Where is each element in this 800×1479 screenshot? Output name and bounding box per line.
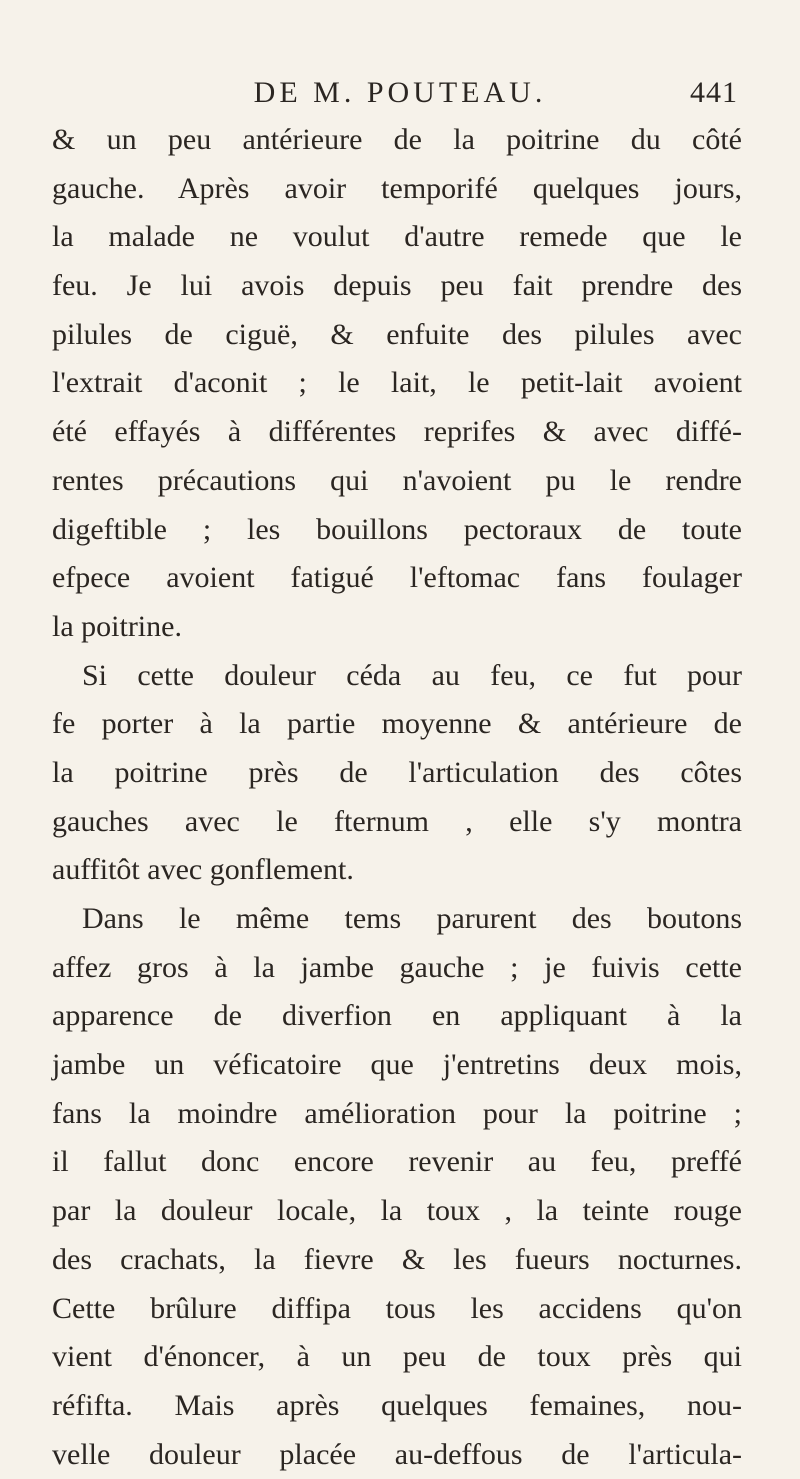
text-line: efpece avoient fatigué l'eftomac fans foulager [52, 561, 742, 595]
text-line: il fallut donc encore revenir au feu, preffé [52, 1145, 742, 1179]
text-line: la poitrine près de l'articulation des côtes [52, 755, 742, 789]
text-line: Si cette douleur céda au feu, ce fut pour [82, 658, 742, 692]
text-line: Dans le même tems parurent des boutons [82, 902, 742, 935]
text-line: gauche. Après avoir temporifé quelques jours, [52, 171, 742, 205]
text-line: vient d'énoncer, à un peu de toux près qui [52, 1340, 742, 1374]
text-line: été effayés à différentes reprifes & avec diffé- [52, 415, 742, 449]
text-line: gauches avec le fternum , elle s'y montra [52, 804, 742, 838]
text-line: réfifta. Mais après quelques femaines, nou- [52, 1388, 742, 1422]
text-line: la poitrine. [52, 609, 182, 643]
text-line: rentes précautions qui n'avoient pu le rendre [52, 463, 742, 497]
body-text [52, 116, 742, 1479]
text-line: par la douleur locale, la toux , la teinte rouge [52, 1194, 742, 1228]
text-line: des crachats, la fievre & les fueurs nocturnes. [52, 1242, 742, 1276]
text-line: fe porter à la partie moyenne & antérieure de [52, 707, 742, 741]
page-number: 441 [690, 76, 738, 109]
text-line: auffitôt avec gonflement. [52, 853, 354, 887]
text-line: l'extrait d'aconit ; le lait, le petit-lait avoient [52, 366, 742, 400]
text-line: affez gros à la jambe gauche ; je fuivis cette [52, 950, 742, 984]
running-head: DE M. POUTEAU. [253, 76, 547, 109]
text-line: la malade ne voulut d'autre remede que le [52, 220, 742, 254]
text-line: digeftible ; les bouillons pectoraux de toute [52, 512, 742, 546]
text-line: velle douleur placée au-deffous de l'articula- [52, 1437, 742, 1471]
page-header [0, 76, 800, 120]
text-line: Cette brûlure diffipa tous les accidens qu'on [52, 1291, 742, 1325]
text-line: pilules de ciguë, & enfuite des pilules avec [52, 317, 742, 351]
text-line: apparence de diverfion en appliquant à la [52, 999, 742, 1033]
text-line: fans la moindre amélioration pour la poitrine ; [52, 1096, 742, 1130]
text-line: jambe un véficatoire que j'entretins deux mois, [52, 1048, 742, 1082]
text-line: & un peu antérieure de la poitrine du côté [52, 123, 742, 156]
text-line: feu. Je lui avois depuis peu fait prendre des [52, 269, 742, 303]
